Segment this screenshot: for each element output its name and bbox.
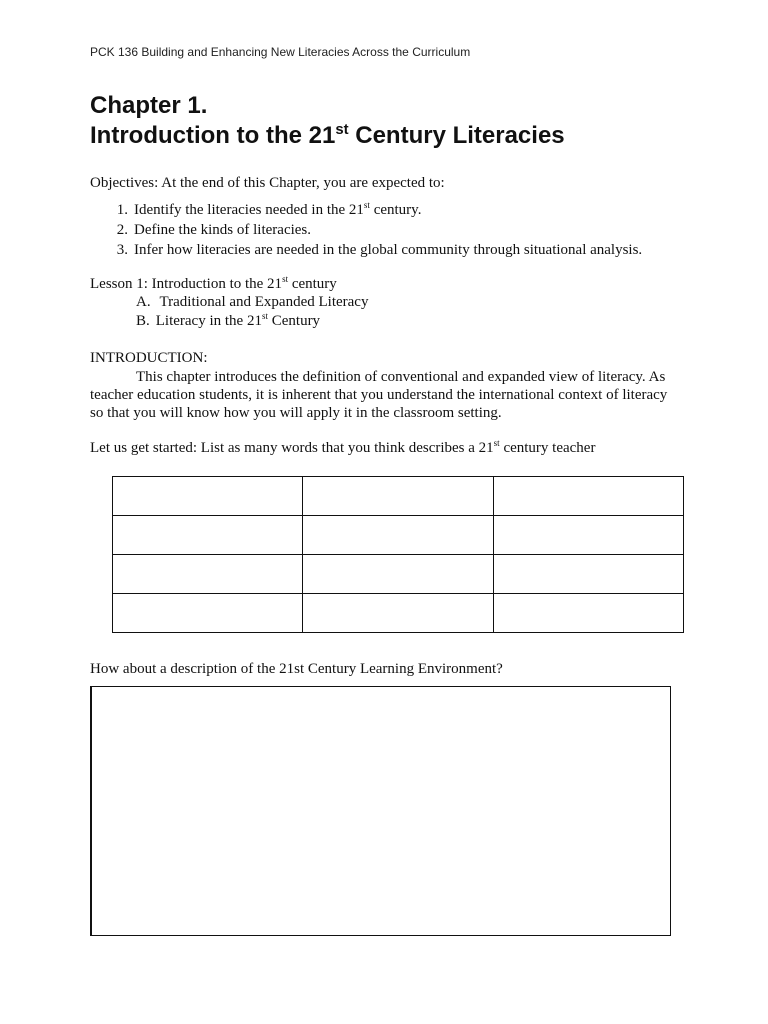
chapter-number: Chapter 1.: [90, 92, 208, 119]
table-cell[interactable]: [493, 555, 683, 594]
lesson-item-letter: A.: [136, 294, 151, 310]
lesson-item: [136, 312, 320, 330]
activity-prompt-text-end: century teacher: [499, 440, 596, 456]
table-cell[interactable]: [303, 594, 493, 633]
table-row: [113, 594, 684, 633]
lesson-heading: [90, 275, 337, 293]
table-cell[interactable]: [113, 516, 303, 555]
objective-text-end: century.: [369, 202, 422, 218]
subtitle-text: Introduction to the 21: [90, 122, 336, 149]
activity-prompt-superscript: st: [493, 438, 500, 448]
lesson-item-text: Traditional and Expanded Literacy: [159, 294, 369, 310]
objective-number: 2.: [116, 222, 128, 238]
chapter-subtitle: [90, 122, 565, 149]
introduction-heading: INTRODUCTION:: [90, 350, 208, 366]
introduction-line: This chapter introduces the definition of conventional and expanded view of literacy. As: [136, 369, 666, 385]
table-cell[interactable]: [493, 594, 683, 633]
table-cell[interactable]: [493, 477, 683, 516]
lesson-item-text: Literacy in the 21: [155, 313, 262, 329]
objective-superscript: st: [363, 200, 370, 210]
environment-prompt: How about a description of the 21st Century Learning Environment?: [90, 661, 503, 677]
subtitle-superscript: st: [335, 122, 349, 138]
objective-text: Identify the literacies needed in the 21: [134, 202, 364, 218]
running-header: PCK 136 Building and Enhancing New Literacies Across the Curriculum: [90, 45, 471, 59]
table-cell[interactable]: [303, 477, 493, 516]
activity-prompt-text: Let us get started: List as many words that you think describes a 21: [90, 440, 494, 456]
table-cell[interactable]: [113, 477, 303, 516]
lesson-item-superscript: st: [261, 311, 268, 321]
table-cell[interactable]: [303, 555, 493, 594]
table-row: [113, 555, 684, 594]
lesson-heading-text-end: century: [288, 276, 337, 292]
objective-text: Infer how literacies are needed in the global community through situational analysis.: [134, 242, 643, 258]
chapter-title: [90, 91, 565, 151]
subtitle-text-end: Century Literacies: [348, 122, 565, 149]
lesson-heading-superscript: st: [282, 274, 289, 284]
objective-item: [106, 201, 421, 219]
lesson-heading-text: Lesson 1: Introduction to the 21: [90, 276, 283, 292]
introduction-line: so that you will know how you will apply it in the classroom setting.: [90, 405, 502, 421]
objectives-intro: Objectives: At the end of this Chapter, you are expected to:: [90, 175, 445, 191]
table-cell[interactable]: [303, 516, 493, 555]
lesson-item-letter: B.: [136, 313, 150, 329]
objective-item: [106, 241, 642, 259]
lesson-item: [136, 293, 368, 311]
objective-number: 3.: [116, 242, 128, 258]
objective-number: 1.: [116, 202, 128, 218]
objective-item: [106, 221, 311, 239]
table-row: [113, 516, 684, 555]
introduction-line: teacher education students, it is inherent that you understand the international context of literacy: [90, 387, 668, 403]
objective-text: Define the kinds of literacies.: [134, 222, 312, 238]
activity-prompt: [90, 439, 595, 457]
table-cell[interactable]: [113, 594, 303, 633]
table-cell[interactable]: [113, 555, 303, 594]
environment-answer-box[interactable]: [90, 686, 671, 936]
words-table: [112, 476, 684, 633]
table-row: [113, 477, 684, 516]
table-cell[interactable]: [493, 516, 683, 555]
lesson-item-text-end: Century: [267, 313, 321, 329]
